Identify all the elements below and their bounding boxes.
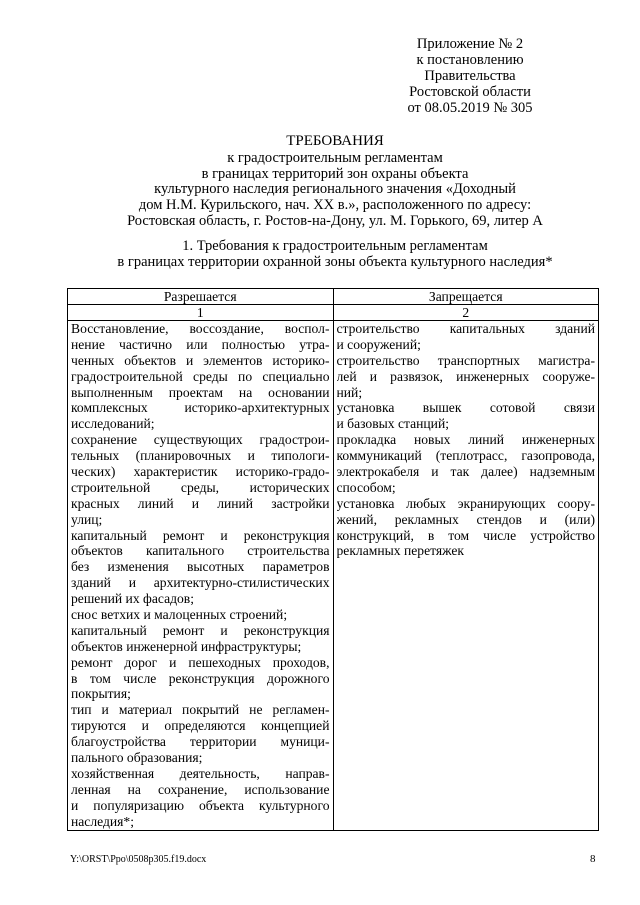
table-text-line: исследований; [71, 416, 155, 432]
table-text-line: благоустройства территории муници- [71, 734, 330, 750]
table-text-line: и базовых станций; [336, 416, 450, 432]
table-text-line: покрытия; [71, 686, 131, 702]
table-text-line: строительство капитальных зданий [336, 321, 595, 336]
title-line: культурного наследия регионального значения «Доходный [154, 181, 516, 198]
table-text-line: тируются и определяются концепцией [71, 718, 330, 734]
table-text-line: и сооружений; [336, 336, 421, 352]
table-text-line: без изменения высотных параметров [71, 559, 330, 575]
column-number: 2 [333, 305, 599, 321]
table-text-line: установка вышек сотовой связи [336, 400, 595, 416]
title-line: Ростовская область, г. Ростов-на-Дону, ул. М. Горького, 69, литер А [127, 212, 543, 229]
title-line: к градостроительным регламентам [227, 149, 443, 166]
requirements-table [67, 288, 599, 831]
table-text-line: лей и развязок, инженерных сооруже- [336, 368, 595, 384]
document-title [70, 134, 600, 230]
appendix-line: Ростовской области [409, 84, 531, 100]
header-allowed: Разрешается [68, 289, 334, 305]
table-text-line: жений, рекламных стендов и (или) [336, 511, 595, 527]
prohibited-cell [333, 321, 599, 831]
appendix-line: к постановлению [416, 52, 524, 68]
table-text-line: конструкций, в том числе устройство [336, 527, 595, 543]
table-text-line: ремонт дорог и пешеходных проходов, [71, 654, 330, 670]
column-number: 1 [68, 305, 334, 321]
table-text-line: в том числе реконструкция дорожного [71, 670, 330, 686]
table-text-line: тельных (планировочных и типологи- [71, 448, 330, 464]
header-prohibited: Запрещается [333, 289, 599, 305]
allowed-cell [68, 321, 334, 831]
table-text-line: тип и материал покрытий не регламен- [71, 702, 330, 718]
table-text-line: объектов инженерной инфраструктуры; [71, 638, 302, 654]
table-text-line: улиц; [71, 511, 103, 527]
table-text-line: коммуникаций (теплотрасс, газопровода, [336, 448, 595, 464]
table-header-row [68, 289, 599, 305]
table-text-line: электрокабеля и так далее) надземным [336, 464, 595, 480]
table-text-line: комплексных историко-архитектурных [71, 400, 330, 416]
table-text-line: и популяризацию объекта культурного [71, 797, 330, 813]
table-text-line: наследия*; [71, 813, 134, 829]
table-text-line: пального образования; [71, 750, 203, 766]
section-line: в границах территории охранной зоны объекта культурного наследия* [117, 254, 553, 270]
table-text-line: строительство транспортных магистра- [336, 352, 595, 368]
table-text-line: ний; [336, 384, 363, 400]
table-text-line: выполненным проектам на основании [71, 384, 330, 400]
section-heading [70, 238, 600, 270]
table-text-line: сохранение существующих градострои- [71, 432, 330, 448]
table-text-line: красных линий и линий застройки [71, 495, 330, 511]
allowed-text [71, 321, 330, 830]
appendix-line: Правительства [424, 68, 516, 84]
table-text-line: снос ветхих и малоценных строений; [71, 607, 288, 623]
table-text-line: нение частично или полностью утра- [71, 336, 330, 352]
table-text-line: способом; [336, 479, 396, 495]
table-text-line: объектов капитального строительства [71, 543, 330, 559]
page-number: 8 [590, 853, 596, 865]
file-path: Y:\ORST\Ppo\0508p305.f19.docx [70, 854, 207, 865]
table-text-line: решений их фасадов; [71, 591, 195, 607]
table-text-line: капитальный ремонт и реконструкция [71, 622, 330, 638]
table-text-line: строительной среды, исторических [71, 479, 330, 495]
table-text-line: хозяйственная деятельность, направ- [71, 765, 330, 781]
appendix-line: Приложение № 2 [416, 36, 524, 52]
table-text-line: зданий и архитектурно-стилистических [71, 575, 330, 591]
table-body-row [68, 321, 599, 831]
table-text-line: ченных объектов и элементов историко- [71, 352, 330, 368]
prohibited-text [337, 321, 596, 559]
appendix-header [380, 36, 560, 116]
column-number-row [68, 305, 599, 321]
table-text-line: ческих) характеристик историко-градо- [71, 464, 330, 480]
title-line: дом Н.М. Курильского, нач. XX в.», расположенного по адресу: [138, 197, 532, 214]
table-text-line: установка любых экранирующих соору- [336, 495, 595, 511]
title-line: в границах территорий зон охраны объекта [201, 165, 469, 182]
table-text-line: ленная на сохранение, использование [71, 781, 330, 797]
title-main: ТРЕБОВАНИЯ [286, 133, 384, 149]
table-text-line: Восстановление, воссоздание, воспол- [71, 321, 330, 336]
table-text-line: градостроительной среды по специально [71, 368, 330, 384]
table-text-line: прокладка новых линий инженерных [336, 432, 595, 448]
appendix-line: от 08.05.2019 № 305 [407, 100, 533, 116]
section-line: 1. Требования к градостроительным регламентам [182, 238, 488, 254]
table-text-line: капитальный ремонт и реконструкция [71, 527, 330, 543]
table-text-line: рекламных перетяжек [336, 543, 464, 559]
